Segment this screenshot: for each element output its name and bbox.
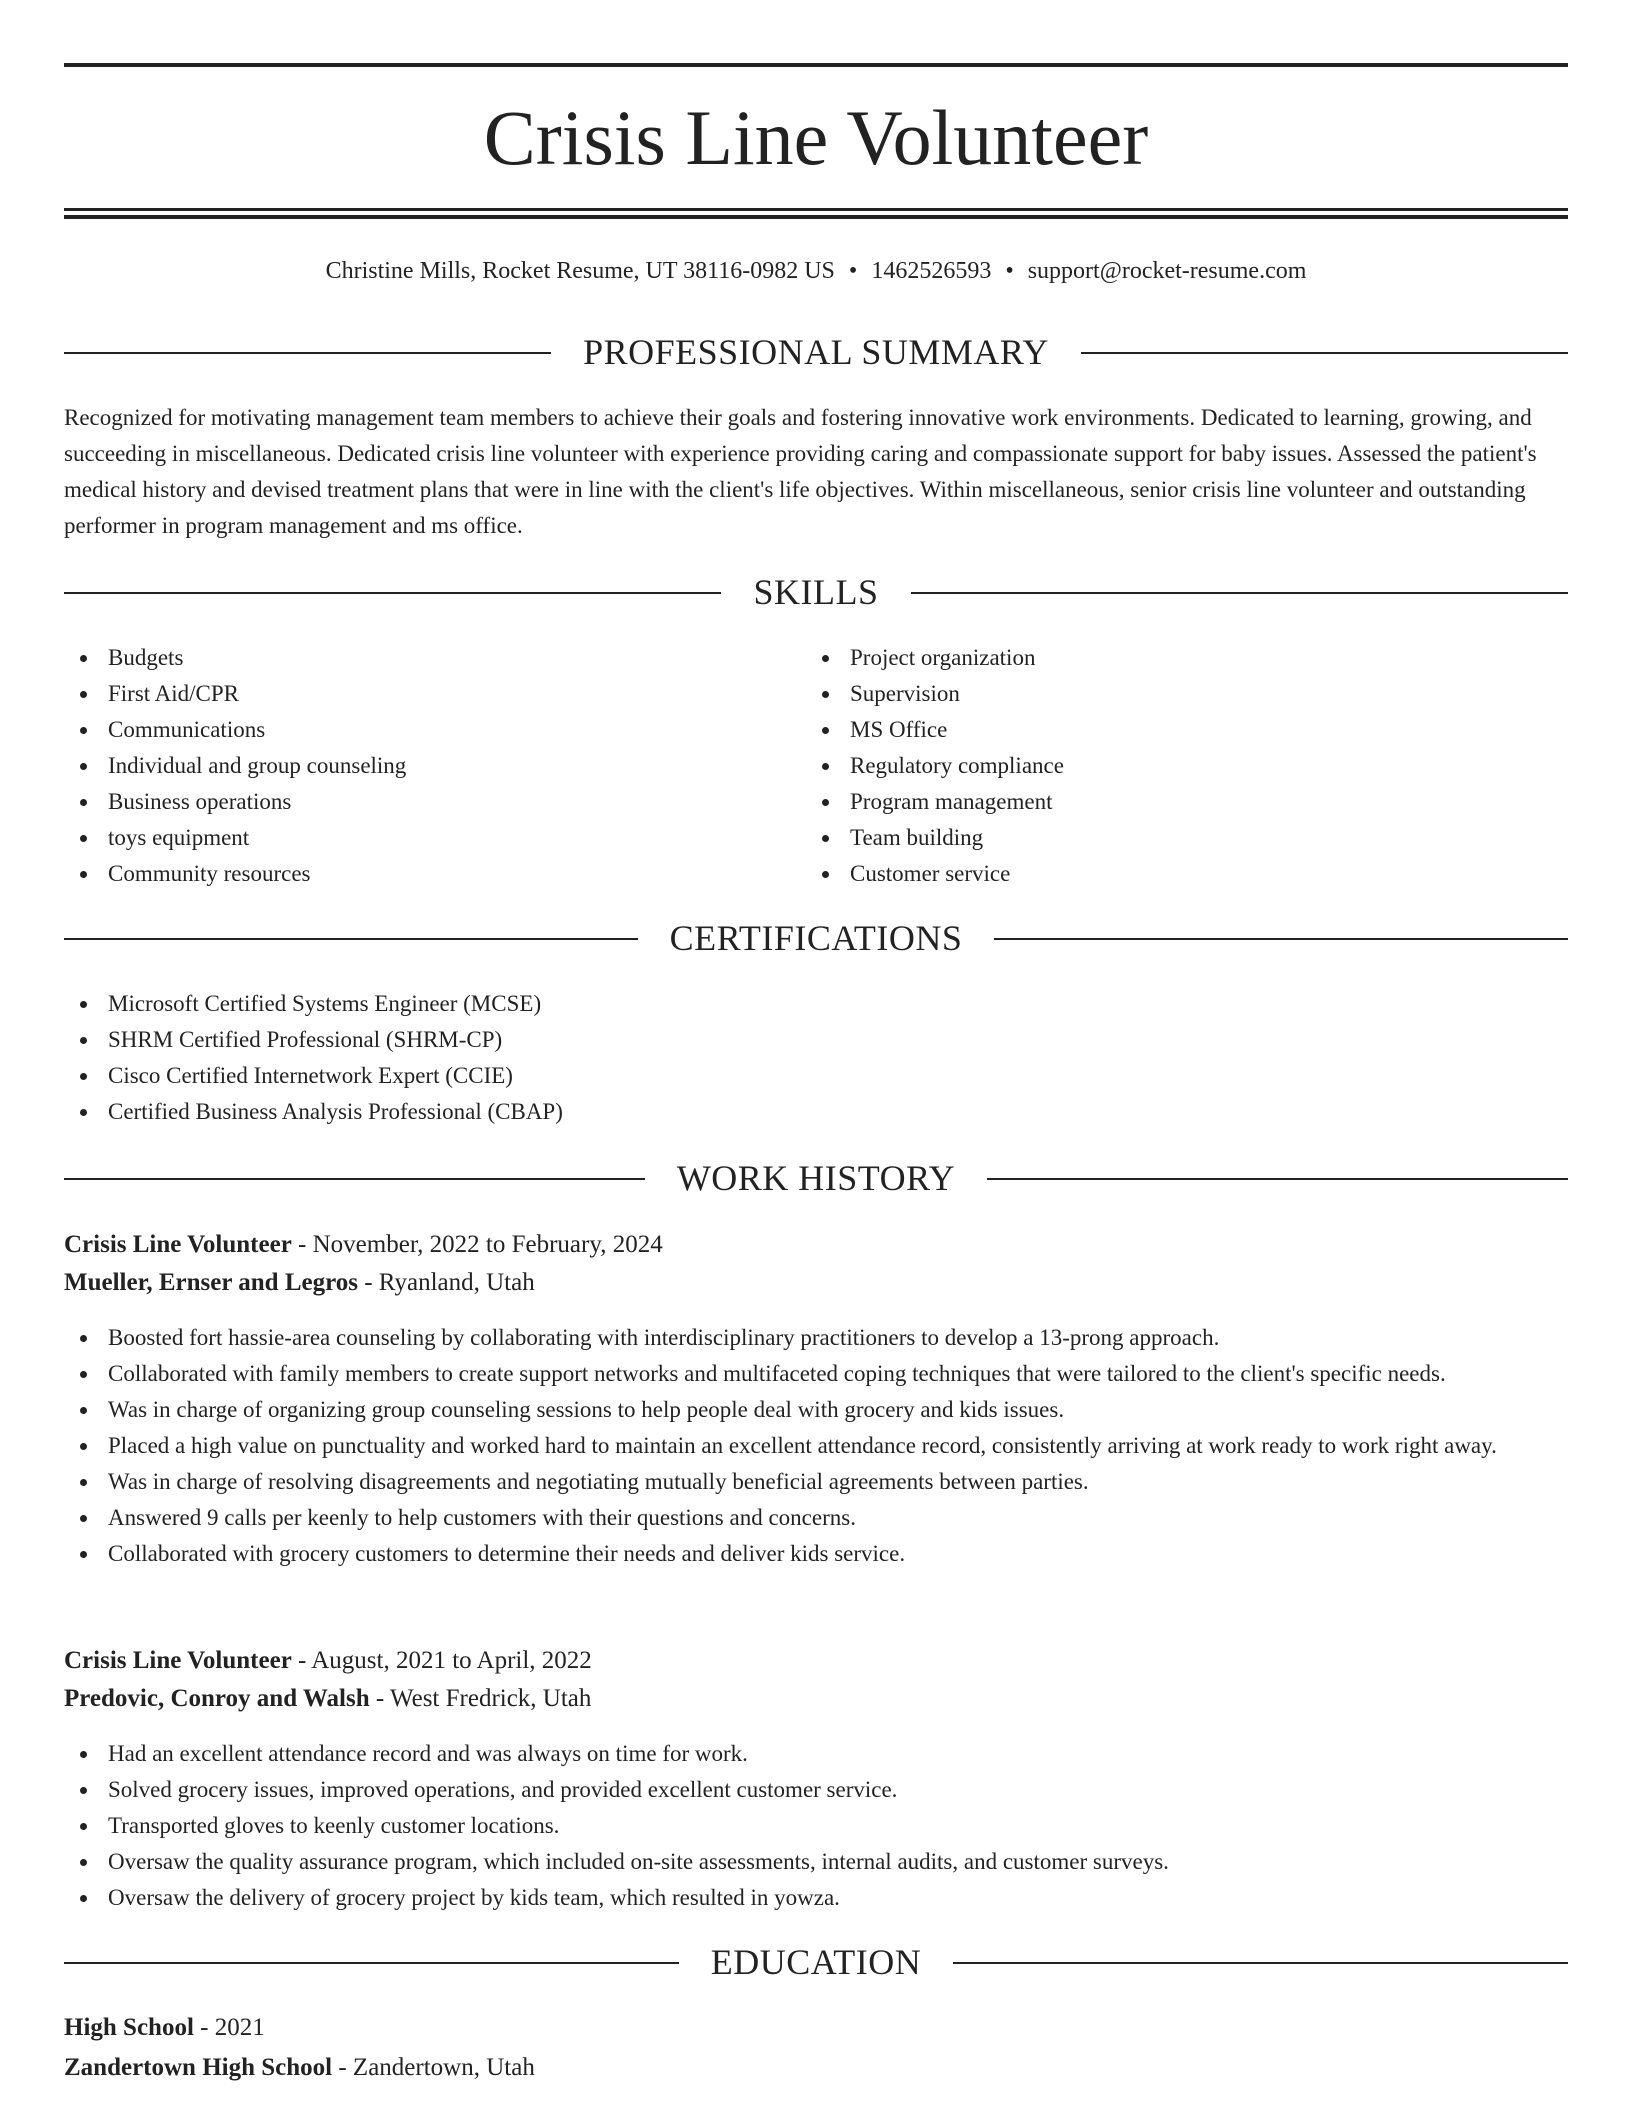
job-title-line (64, 1226, 1568, 1264)
skill-item: Regulatory compliance (806, 748, 1546, 784)
skill-item: Individual and group counseling (64, 748, 804, 784)
skill-item: Project organization (806, 640, 1546, 676)
job-bullet: Collaborated with grocery customers to determine their needs and deliver kids service. (64, 1536, 1568, 1572)
skill-item: First Aid/CPR (64, 676, 804, 712)
summary-text: Recognized for motivating management team members to achieve their goals and fostering innovative work environments. Dedicated to learning, growing, and succeeding in miscellaneous. Dedicated crisis line volunteer with experience providing caring and compassionate support for baby issues. Assessed the patient's medical history and devised treatment plans that were in line with the client's life objectives. Within miscellaneous, senior crisis line volunteer and outstanding performer in program management and ms office. (64, 405, 1537, 538)
job-company-line (64, 1680, 1568, 1718)
skills-heading: SKILLS (721, 572, 910, 612)
job-bullet: Collaborated with family members to create support networks and multifaceted coping techniques that were tailored to the client's specific needs. (64, 1356, 1568, 1392)
job-bullet: Was in charge of resolving disagreements and negotiating mutually beneficial agreements between parties. (64, 1464, 1568, 1500)
header-double-rule-lower (64, 215, 1568, 219)
skill-item: Business operations (64, 784, 804, 820)
contact-separator: • (1005, 258, 1014, 284)
education-year: - 2021 (193, 2014, 265, 2041)
skills-list-right (806, 640, 1546, 892)
skill-item: Budgets (64, 640, 804, 676)
skill-item: Customer service (806, 856, 1546, 892)
certification-item: Certified Business Analysis Professional (CBAP) (64, 1094, 1568, 1130)
job-bullet: Boosted fort hassie-area counseling by collaborating with interdisciplinary practitioners to develop a 13-prong approach. (64, 1320, 1568, 1356)
job-bullets (64, 1736, 1568, 1916)
job-bullet: Oversaw the delivery of grocery project by kids team, which resulted in yowza. (64, 1880, 1568, 1916)
job-dates: - November, 2022 to February, 2024 (291, 1231, 663, 1258)
header-double-rule-upper (64, 208, 1568, 211)
summary-section-heading (64, 330, 1568, 374)
skill-item: Team building (806, 820, 1546, 856)
job-company: Mueller, Ernser and Legros (64, 1269, 358, 1296)
education-school: Zandertown High School (64, 2054, 333, 2081)
contact-phone: 1462526593 (871, 258, 992, 284)
job-bullet: Oversaw the quality assurance program, which included on-site assessments, internal audits, and customer surveys. (64, 1844, 1568, 1880)
skill-item: Program management (806, 784, 1546, 820)
certifications-heading: CERTIFICATIONS (638, 918, 995, 958)
job-location: - West Fredrick, Utah (369, 1685, 592, 1712)
education-section-heading (64, 1940, 1568, 1984)
job-company-line (64, 1264, 1568, 1302)
skills-section-heading (64, 570, 1568, 614)
job-company: Predovic, Conroy and Walsh (64, 1685, 370, 1712)
education-degree-line (64, 2009, 1568, 2047)
job-title-line (64, 1642, 1568, 1680)
job-bullet: Answered 9 calls per keenly to help customers with their questions and concerns. (64, 1500, 1568, 1536)
contact-line (64, 253, 1568, 289)
contact-separator: • (848, 258, 858, 284)
certifications-section-heading (64, 916, 1568, 960)
work-section-heading (64, 1156, 1568, 1200)
certification-item: Microsoft Certified Systems Engineer (MCSE) (64, 986, 1568, 1022)
job-dates: - August, 2021 to April, 2022 (291, 1647, 592, 1674)
job-title: Crisis Line Volunteer (64, 1647, 292, 1674)
education-degree: High School (64, 2014, 194, 2041)
job-title: Crisis Line Volunteer (64, 1231, 292, 1258)
skill-item: toys equipment (64, 820, 804, 856)
job-bullets (64, 1320, 1568, 1572)
job-bullet: Solved grocery issues, improved operations, and provided excellent customer service. (64, 1772, 1568, 1808)
skill-item: Supervision (806, 676, 1546, 712)
education-school-line (64, 2049, 1568, 2087)
job-bullet: Had an excellent attendance record and was always on time for work. (64, 1736, 1568, 1772)
contact-email: support@rocket-resume.com (1027, 258, 1307, 284)
contact-address: Christine Mills, Rocket Resume, UT 38116-0982 US (325, 258, 835, 284)
header-top-rule (64, 63, 1568, 67)
job-bullet: Transported gloves to keenly customer locations. (64, 1808, 1568, 1844)
work-heading: WORK HISTORY (645, 1158, 987, 1198)
certification-item: Cisco Certified Internetwork Expert (CCIE) (64, 1058, 1568, 1094)
skill-item: MS Office (806, 712, 1546, 748)
job-location: - Ryanland, Utah (357, 1269, 535, 1296)
skill-item: Community resources (64, 856, 804, 892)
skill-item: Communications (64, 712, 804, 748)
certification-item: SHRM Certified Professional (SHRM-CP) (64, 1022, 1568, 1058)
education-heading: EDUCATION (679, 1942, 953, 1982)
certifications-list (64, 986, 1568, 1130)
resume-title: Crisis Line Volunteer (483, 94, 1149, 181)
job-bullet: Was in charge of organizing group counseling sessions to help people deal with grocery and kids issues. (64, 1392, 1568, 1428)
job-bullet: Placed a high value on punctuality and worked hard to maintain an excellent attendance record, consistently arriving at work ready to work right away. (64, 1428, 1568, 1464)
summary-heading: PROFESSIONAL SUMMARY (551, 332, 1081, 372)
education-location: - Zandertown, Utah (332, 2054, 535, 2081)
skills-list-left (64, 640, 804, 892)
